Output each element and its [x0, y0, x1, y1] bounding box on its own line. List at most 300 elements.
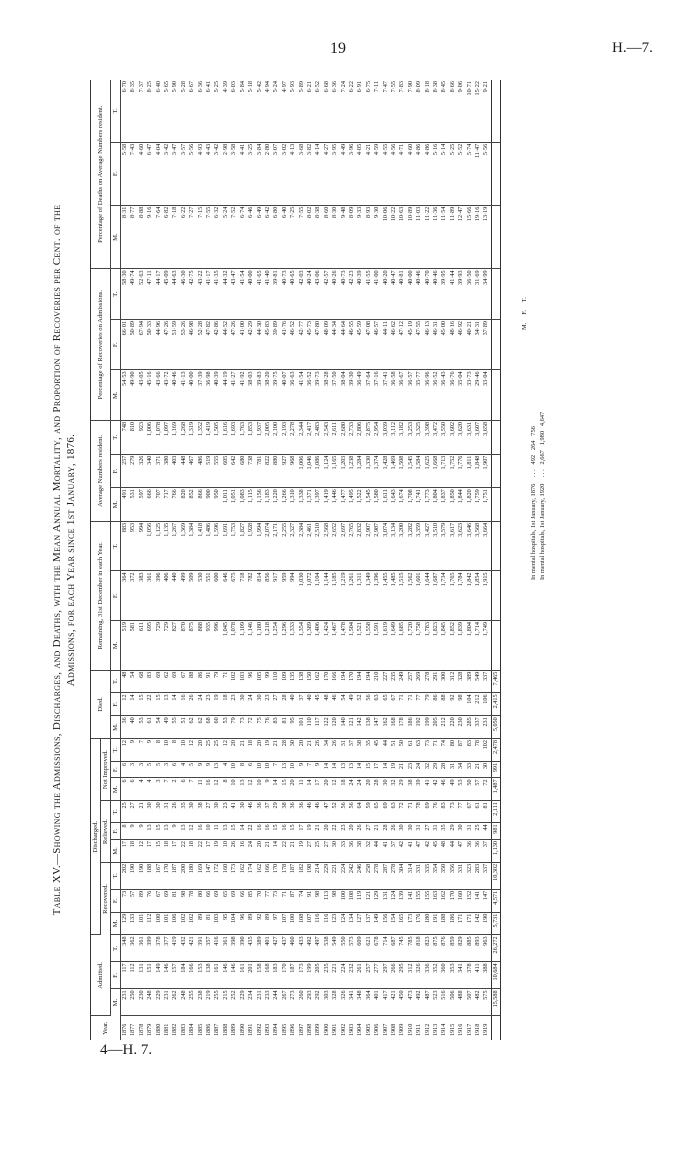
table-cell: 147 [205, 862, 213, 889]
table-cell: 23 [264, 693, 272, 716]
table-cell: 48 [440, 840, 448, 863]
table-cell: 36·96 [424, 370, 432, 420]
table-cell: 250 [129, 989, 137, 1016]
table-cell: 30 [256, 693, 264, 716]
table-cell: 54 [340, 693, 348, 716]
table-cell: 36 [256, 801, 264, 823]
table-cell: 3,398 [424, 420, 432, 454]
table-cell: 3,253 [407, 420, 415, 454]
table-cell: 41·92 [239, 370, 247, 420]
table-cell: 4·43 [205, 142, 213, 205]
table-cell: 106 [171, 912, 179, 935]
table-cell: 30 [239, 693, 247, 716]
table-cell: 2,806 [356, 420, 364, 454]
cell-year: 1891 [247, 1023, 255, 1036]
table-cell: 40·47 [390, 269, 398, 320]
table-cell: 103 [213, 912, 221, 935]
table-cell: 14 [356, 761, 364, 778]
table-cell: 1,349 [365, 571, 373, 621]
table-cell: 257 [121, 454, 130, 488]
table-cell: 252 [230, 989, 238, 1016]
header-average: Average Numbers resident. [91, 420, 111, 521]
totals-cell: 2,478 [491, 739, 500, 762]
table-cell: 40·46 [171, 370, 179, 420]
table-cell: 16 [281, 823, 289, 840]
table-row [247, 80, 255, 1040]
table-cell: 37·64 [365, 370, 373, 420]
table-cell: 57 [129, 889, 137, 912]
table-cell: 3,658 [482, 420, 491, 454]
totals-cell: 10,302 [491, 862, 500, 889]
table-cell: 4·49 [340, 142, 348, 205]
totals-cell: 10,684 [491, 962, 500, 989]
table-cell: 102 [180, 912, 188, 935]
table-cell: 1,333 [289, 621, 297, 671]
table-cell: 1,685 [398, 621, 406, 671]
table-cell: 100 [340, 889, 348, 912]
sex-subheader-t: T. [111, 739, 121, 762]
table-cell: 36·57 [407, 370, 415, 420]
sex-subheader-m: M. [111, 840, 121, 863]
table-cell: 340 [146, 454, 154, 488]
table-cell: 1,522 [356, 488, 364, 522]
table-cell: 180 [424, 912, 432, 935]
table-cell: 1,752 [449, 454, 457, 488]
table-cell: 42·57 [323, 269, 331, 320]
table-cell: 46·52 [289, 319, 297, 369]
table-cell: 1,708 [407, 488, 415, 522]
table-cell: 1,424 [323, 621, 331, 671]
table-cell: 12 [213, 778, 221, 801]
table-cell: 219 [205, 989, 213, 1016]
table-cell: 1,104 [314, 571, 322, 621]
table-cell: 40·46 [432, 269, 440, 320]
table-cell: 2,171 [272, 521, 280, 571]
document-reference-top: H.—7. [612, 40, 653, 56]
table-cell: 4·41 [239, 142, 247, 205]
table-cell: 138 [365, 716, 373, 739]
table-row [121, 80, 130, 1040]
table-cell: 1,011 [222, 488, 230, 522]
table-cell: 1,220 [272, 488, 280, 522]
table-cell: 89 [138, 889, 146, 912]
table-cell: 15 [230, 823, 238, 840]
table-cell: 200 [180, 862, 188, 889]
table-cell: 1,078 [155, 420, 163, 454]
table-cell: 47·08 [365, 319, 373, 369]
table-cell: 7 [163, 778, 171, 801]
table-cell: 354 [432, 862, 440, 889]
table-cell: 18 [188, 840, 196, 863]
cell-year: 1910 [406, 1023, 414, 1036]
table-cell: 141 [474, 889, 482, 912]
table-cell: 2,875 [365, 420, 373, 454]
table-cell: 46·30 [180, 269, 188, 320]
table-cell: 123 [331, 912, 339, 935]
table-cell: 406 [163, 571, 171, 621]
table-cell: 98 [457, 693, 465, 716]
table-cell: 13 [222, 823, 230, 840]
table-cell: 21 [373, 823, 381, 840]
table-cell: 2,765 [348, 521, 356, 571]
table-cell: 30 [398, 823, 406, 840]
table-cell: 6·68 [323, 80, 331, 142]
table-cell: 45·09 [163, 269, 171, 320]
table-cell: 229 [239, 989, 247, 1016]
table-cell: 47·80 [314, 319, 322, 369]
table-cell: 14 [129, 693, 137, 716]
table-cell: 328 [457, 670, 465, 693]
table-cell: 229 [155, 989, 163, 1016]
table-cell: 234 [247, 989, 255, 1016]
table-cell: 191 [432, 912, 440, 935]
table-cell: 10 [256, 778, 264, 801]
table-cell: 437 [281, 935, 289, 962]
table-cell: 40·07 [281, 370, 289, 420]
table-cell: 70 [256, 889, 264, 912]
table-cell: 714 [382, 935, 390, 962]
table-cell: 43·66 [155, 370, 163, 420]
table-cell: 42·23 [348, 269, 356, 320]
table-cell: 1,169 [171, 420, 179, 454]
table-cell: 7·64 [155, 205, 163, 269]
table-cell: 47·26 [163, 319, 171, 369]
table-cell: 178 [281, 862, 289, 889]
header-admitted: Admitted. [91, 935, 111, 1016]
totals-cell [491, 621, 500, 671]
table-cell: 4 [146, 778, 154, 801]
table-cell: 69 [230, 889, 238, 912]
table-cell: 30 [382, 778, 390, 801]
table-cell: 67 [180, 670, 188, 693]
table-cell: 269 [415, 670, 423, 693]
table-row [314, 80, 322, 1040]
table-cell: 27 [205, 801, 213, 823]
table-cell: 996 [213, 621, 221, 671]
table-cell: 238 [197, 989, 205, 1016]
table-cell: 875 [432, 935, 440, 962]
table-cell: 46·62 [390, 319, 398, 369]
table-cell: 112 [129, 962, 137, 989]
table-row [272, 80, 280, 1040]
table-row [146, 80, 154, 1040]
table-cell: 4·93 [197, 142, 205, 205]
table-cell: 1,580 [373, 488, 381, 522]
table-cell: 2,327 [289, 521, 297, 571]
table-cell: 37 [298, 693, 306, 716]
table-cell: 273 [289, 989, 297, 1016]
table-cell: 47 [323, 801, 331, 823]
table-cell: 13 [146, 823, 154, 840]
table-cell: 170 [272, 862, 280, 889]
table-cell: 3,200 [398, 521, 406, 571]
table-cell: 9 [138, 823, 146, 840]
table-cell: 15 [155, 693, 163, 716]
table-cell: 1,352 [197, 420, 205, 454]
table-cell: 69 [163, 889, 171, 912]
table-cell: 19 [298, 840, 306, 863]
table-cell: 57 [474, 778, 482, 801]
cell-year: 1888 [221, 1023, 229, 1036]
table-cell: 26 [390, 823, 398, 840]
table-cell: 43·47 [230, 269, 238, 320]
table-cell: 47·11 [146, 269, 154, 320]
table-cell: 492 [415, 989, 423, 1016]
table-cell: 4·14 [314, 142, 322, 205]
sex-subheader-m: M. [111, 989, 121, 1016]
table-cell: 69 [213, 889, 221, 912]
table-cell: 1,504 [348, 621, 356, 671]
table-cell: 3·25 [247, 142, 255, 205]
table-cell: 151 [146, 962, 154, 989]
table-cell: 210 [373, 670, 381, 693]
table-cell: 81 [482, 801, 491, 823]
table-cell: 73 [449, 801, 457, 823]
table-cell: 26 [230, 840, 238, 863]
table-cell: 91 [205, 670, 213, 693]
table-cell: 147 [482, 889, 491, 912]
table-cell: 39·83 [256, 370, 264, 420]
table-cell: 127 [356, 912, 364, 935]
table-cell: 1,406 [314, 621, 322, 671]
table-cell: 6·74 [239, 205, 247, 269]
table-cell: 36·50 [466, 269, 474, 320]
table-cell: 6·67 [188, 80, 196, 142]
table-cell: 46·55 [348, 319, 356, 369]
sex-subheader-m: M. [111, 205, 121, 269]
table-cell: 21 [306, 739, 314, 762]
sex-subheader-m: M. [111, 778, 121, 801]
table-cell: 6·42 [264, 205, 272, 269]
table-cell: 1,521 [356, 621, 364, 671]
table-cell: 3,472 [432, 420, 440, 454]
table-cell: 30 [457, 823, 465, 840]
table-cell: 1,558 [365, 621, 373, 671]
table-cell: 38·04 [340, 370, 348, 420]
cell-year: 1881 [163, 1023, 171, 1036]
table-cell: 40·00 [188, 370, 196, 420]
table-cell: 785 [407, 935, 415, 962]
table-cell: 2,611 [331, 420, 339, 454]
table-cell: 488 [457, 989, 465, 1016]
cell-year: 1882 [171, 1023, 179, 1036]
table-cell: 1,759 [474, 488, 482, 522]
table-cell: 161 [239, 962, 247, 989]
table-cell: 1,937 [256, 420, 264, 454]
table-cell: 17 [146, 840, 154, 863]
table-cell: 120 [331, 716, 339, 739]
table-cell: 116 [323, 912, 331, 935]
table-cell: 994 [138, 521, 146, 571]
table-cell: 20 [323, 778, 331, 801]
table-cell: 38 [407, 778, 415, 801]
table-cell: 37·41 [382, 370, 390, 420]
table-cell: 597 [138, 488, 146, 522]
table-row [239, 80, 247, 1040]
totals-cell [491, 420, 500, 454]
table-cell: 155 [424, 889, 432, 912]
table-cell: 165 [398, 912, 406, 935]
table-cell: 44·19 [222, 370, 230, 420]
table-cell: 1,455 [382, 571, 390, 621]
table-cell: 1,397 [314, 488, 322, 522]
table-cell: 33·04 [482, 370, 491, 420]
table-cell: 14 [239, 823, 247, 840]
caption-line-2: Admissions, for each Year since 1st January, 1876. [65, 433, 77, 687]
table-cell: 6·41 [205, 80, 213, 142]
sex-subheader-t: T. [111, 670, 121, 693]
table-cell: 3,134 [390, 521, 398, 571]
table-cell: 46·57 [373, 319, 381, 369]
table-cell: 348 [121, 935, 130, 962]
caption-line-1: Table XV.—Showing the Admissions, Discharges, and Deaths, with the Mean Annual Mortality, and Proportion of Recoveries per Cent. of the [51, 204, 63, 916]
table-cell: 2,954 [373, 420, 381, 454]
cell-year: 1885 [196, 1023, 204, 1036]
table-cell: 519 [205, 454, 213, 488]
table-cell: 37 [482, 840, 491, 863]
table-cell: 3,631 [466, 420, 474, 454]
table-cell: 44·11 [382, 319, 390, 369]
table-cell: 36·63 [289, 370, 297, 420]
table-cell: 233 [264, 989, 272, 1016]
table-cell: 25 [205, 739, 213, 762]
table-cell: 41·00 [239, 319, 247, 369]
table-cell: 1,374 [373, 454, 381, 488]
cell-year: 1884 [188, 1023, 196, 1036]
table-cell: 3,182 [398, 420, 406, 454]
table-cell: 23 [222, 801, 230, 823]
table-cell: 2,510 [314, 521, 322, 571]
table-cell: 66·01 [121, 319, 130, 369]
table-cell: 8·35 [129, 80, 137, 142]
table-cell: 162 [256, 862, 264, 889]
table-cell: 278 [373, 862, 381, 889]
table-cell: 109 [281, 670, 289, 693]
table-cell: 266 [390, 962, 398, 989]
sex-subheader-t: T. [111, 521, 121, 571]
table-cell: 6·32 [213, 205, 221, 269]
table-notes [520, 297, 547, 580]
table-cell: 10 [230, 778, 238, 801]
table-cell: 110 [272, 670, 280, 693]
table-cell: 231 [163, 989, 171, 1016]
sex-subheader-t: T. [111, 269, 121, 320]
cell-year: 1911 [415, 1023, 423, 1036]
table-cell: 4·97 [281, 80, 289, 142]
table-cell: 67·94 [138, 319, 146, 369]
table-cell: 45·83 [264, 319, 272, 369]
table-cell: 2,733 [348, 420, 356, 454]
table-cell: 5 [146, 761, 154, 778]
totals-cell [491, 454, 500, 488]
table-cell: 1,611 [382, 488, 390, 522]
table-cell: 30 [289, 739, 297, 762]
table-row [230, 80, 238, 1040]
table-cell: 963 [482, 935, 491, 962]
table-cell: 7·27 [188, 205, 196, 269]
table-cell: 98 [331, 889, 339, 912]
table-cell: 5·25 [213, 80, 221, 142]
table-cell: 953 [129, 521, 137, 571]
header-discharged: Discharged. [91, 739, 101, 935]
table-cell: 440 [171, 571, 179, 621]
sex-subheader-f: F. [111, 571, 121, 621]
table-cell: 160 [457, 889, 465, 912]
table-cell: 50 [398, 739, 406, 762]
note-1876: In mental hospitals, 1st January, 1876 . . . 492 264 756 [530, 426, 537, 580]
table-cell: 7·55 [298, 205, 306, 269]
table-cell: 1,078 [230, 621, 238, 671]
table-cell: 35 [365, 739, 373, 762]
table-cell: 37 [348, 739, 356, 762]
table-cell: 1,505 [213, 420, 221, 454]
table-cell: 78 [474, 739, 482, 762]
table-cell: 194 [340, 670, 348, 693]
table-cell: 1,183 [264, 488, 272, 522]
table-cell: 24 [247, 840, 255, 863]
header-remaining: Remaining, 31st December in each Year. [91, 521, 111, 670]
table-cell: 581 [129, 621, 137, 671]
table-cell: 24 [197, 693, 205, 716]
table-cell: 22 [247, 823, 255, 840]
table-cell: 41 [424, 778, 432, 801]
table-cell: 42·75 [188, 269, 196, 320]
table-cell: 507 [466, 989, 474, 1016]
table-cell: 169 [197, 862, 205, 889]
table-cell: 47·82 [205, 319, 213, 369]
table-cell: 1,354 [298, 621, 306, 671]
table-cell: 39·73 [314, 370, 322, 420]
table-cell: 3·02 [281, 142, 289, 205]
table-cell: 101 [298, 716, 306, 739]
table-cell: 76 [146, 889, 154, 912]
table-cell: 29 [432, 761, 440, 778]
table-cell: 10·89 [407, 205, 415, 269]
table-cell: 3 [138, 761, 146, 778]
cell-year: 1893 [263, 1023, 271, 1036]
table-cell: 6·70 [121, 80, 130, 142]
table-cell: 63 [373, 693, 381, 716]
table-cell: 487 [424, 989, 432, 1016]
table-cell: 8·18 [424, 80, 432, 142]
table-cell: 23 [205, 693, 213, 716]
table-cell: 162 [382, 716, 390, 739]
table-cell: 186 [449, 912, 457, 935]
table-cell: 71 [398, 693, 406, 716]
table-cell: 9·48 [340, 205, 348, 269]
table-cell: 73 [272, 889, 280, 912]
table-cell: 117 [314, 716, 322, 739]
table-cell: 36 [474, 840, 482, 863]
table-cell: 96 [247, 670, 255, 693]
table-cell: 36 [298, 801, 306, 823]
table-cell: 45·16 [146, 370, 154, 420]
table-cell: 79 [230, 716, 238, 739]
table-cell: 187 [289, 962, 297, 989]
table-cell: 1,478 [340, 621, 348, 671]
table-cell: 3,664 [482, 521, 491, 571]
table-cell: 8·77 [129, 205, 137, 269]
table-cell: 3,620 [457, 420, 465, 454]
table-cell: 20 [289, 778, 297, 801]
table-cell: 65 [373, 801, 381, 823]
table-cell: 23 [340, 823, 348, 840]
cell-year: 1916 [457, 1023, 465, 1036]
sex-subheader-f: F. [111, 761, 121, 778]
totals-row [491, 80, 500, 1040]
table-cell: 2,568 [323, 521, 331, 571]
table-cell: 21 [272, 739, 280, 762]
